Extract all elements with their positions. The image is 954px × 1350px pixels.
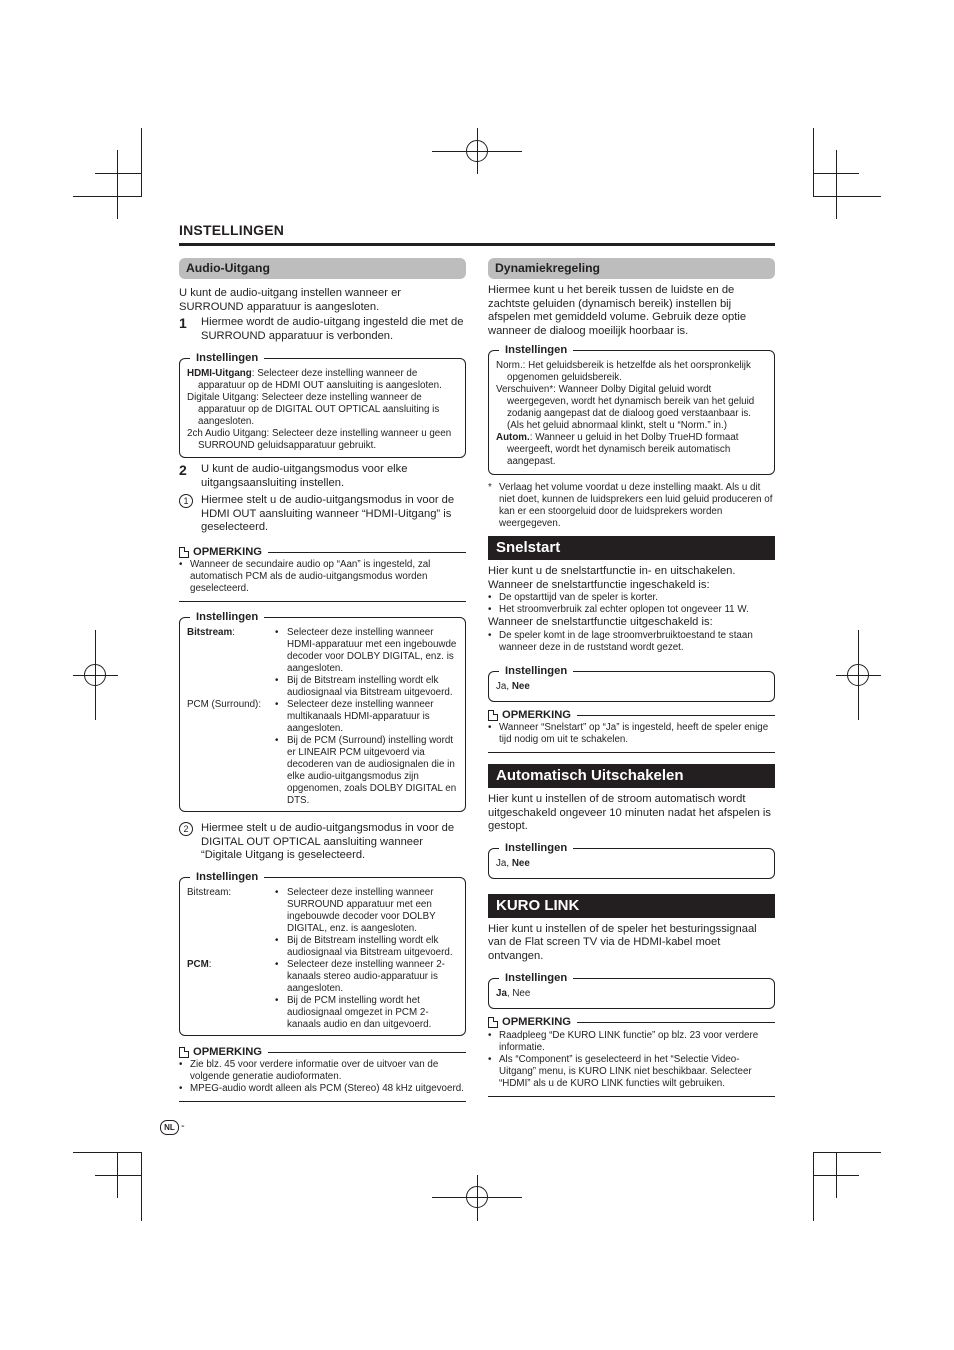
note-item: • MPEG-audio wordt alleen als PCM (Stereo) 48 kHz uitgevoerd.: [179, 1083, 464, 1094]
settings-box-auto-off: [488, 841, 775, 879]
substep-1: [179, 494, 466, 535]
note-item: • Als “Component” is geselecteerd in het “Selectie Video-Uitgang” menu, is KURO LINK niet beschikbaar. Selecteer “HDMI” als u de KURO LINK functies wilt gebruiken.: [488, 1053, 752, 1089]
settings-box-label: Instellingen: [499, 841, 573, 855]
step-text: U kunt de audio-uitgangsmodus voor elke uitgangsaansluiting instellen.: [201, 463, 408, 489]
language-badge: NL: [160, 1120, 179, 1135]
auto-off-heading: Automatisch Uitschakelen: [488, 764, 775, 788]
circled-number: 2: [179, 822, 193, 836]
circled-number: 1: [179, 494, 193, 508]
dynamic-range-footnote: * Verlaag het volume voordat u deze instelling maakt. Als u dit niet doet, kunnen de luidsprekers een luid geluid produceren of kan er een stoorgeluid door de luidsprekers worden weergegeven.: [488, 482, 773, 529]
note-item: • Zie blz. 45 voor verdere informatie over de uitvoer van de volgende generatie audioformaten.: [179, 1059, 439, 1082]
option-norm: Norm.: Het geluidsbereik is hetzelfde als het oorspronkelijk opgenomen geluidsbereik.: [496, 360, 751, 383]
option-auto: Autom.: Wanneer u geluid in het Dolby TrueHD formaat weergeeft, wordt het dynamisch bereik automatisch aangepast.: [496, 432, 739, 467]
auto-off-intro: Hier kunt u instellen of de stroom automatisch wordt uitgeschakeld ongeveer 10 minuten nadat het afspelen is gestopt.: [488, 793, 771, 832]
settings-box-kuro-link: [488, 972, 775, 1009]
note-icon: [179, 1047, 189, 1058]
option-desc: • Bij de PCM instelling wordt het audiosignaal omgezet in PCM 2-kanaals audio en dan uitgevoerd.: [275, 994, 432, 1030]
note-item: • Wanneer de secundaire audio op “Aan” is ingesteld, zal automatisch PCM als de audio-uitgangsmodus worden geselecteerd.: [179, 559, 431, 594]
option-hdmi-output: [187, 368, 458, 392]
option-term-bitstream: Bitstream:: [187, 886, 232, 898]
option-term-pcm: PCM:: [187, 958, 212, 970]
left-column: [179, 258, 466, 1102]
note-title: OPMERKING: [502, 1016, 571, 1028]
option-desc: • Bij de Bitstream instelling wordt elk audiosignaal via Bitstream uitgevoerd.: [275, 675, 453, 698]
settings-box-label: Instellingen: [190, 351, 264, 365]
note-icon: [488, 1017, 498, 1028]
dynamic-range-heading: Dynamiekregeling: [488, 258, 775, 279]
option-term-pcm-surround: PCM (Surround):: [187, 699, 262, 710]
settings-box-hdmi-mode: [179, 611, 466, 812]
note-1: [179, 546, 466, 603]
note-title: OPMERKING: [502, 708, 571, 721]
settings-box-label: Instellingen: [499, 664, 573, 678]
substep-2: [179, 822, 466, 863]
option-shift: Verschuiven*: Wanneer Dolby Digital geluid wordt weergegeven, wordt het dynamisch bereik van het geluid zodanig aangepast dat de dialoog goed verstaanbaar is. (Als het geluid abnormaal klinkt, stelt u “Norm.” in.): [496, 384, 755, 431]
option-desc: • Selecteer deze instelling wanneer HDMI-apparatuur met een ingebouwde decoder voor DOLBY DIGITAL, enz. is aangesloten.: [275, 627, 457, 674]
settings-box-label: Instellingen: [190, 610, 264, 624]
option-desc: • Bij de Bitstream instelling wordt elk audiosignaal via Bitstream uitgevoerd.: [275, 934, 453, 958]
note-2: [179, 1046, 466, 1103]
option-desc: • Bij de PCM (Surround) instelling wordt er LINEAIR PCM uitgevoerd via decoderen van de audiosignalen die in elke audio-uitgangsmodus zijn opgenomen, zoals DOLBY DIGITAL en DTS.: [275, 735, 457, 806]
header-rule: [179, 243, 775, 246]
note-title: OPMERKING: [193, 545, 262, 558]
option-term-bitstream: Bitstream:: [187, 627, 235, 638]
step-2: [179, 463, 466, 490]
settings-box-label: Instellingen: [499, 343, 573, 357]
options-value: Ja, Nee: [496, 857, 530, 869]
note-kuro-link: [488, 1016, 775, 1097]
list-item: • De opstarttijd van de speler is korter.: [488, 592, 659, 603]
settings-box-label: Instellingen: [190, 870, 264, 884]
step-number: 1: [179, 315, 187, 331]
note-icon: [488, 710, 498, 721]
note-item: • Raadpleeg “De KURO LINK functie” op blz. 23 voor verdere informatie.: [488, 1029, 759, 1053]
option-2ch-output: 2ch Audio Uitgang: Selecteer deze instelling wanneer u geen SURROUND geluidsapparatuur gebruikt.: [187, 428, 452, 451]
option-term: HDMI-Uitgang: [187, 368, 252, 379]
kuro-link-heading: KURO LINK: [488, 894, 775, 918]
settings-box-label: Instellingen: [499, 971, 573, 985]
audio-output-heading: Audio-Uitgang: [179, 258, 466, 279]
note-icon: [179, 547, 189, 558]
option-desc: • Selecteer deze instelling wanneer multikanaals HDMI-apparatuur is aangesloten.: [275, 699, 434, 734]
list-item: • Het stroomverbruik zal echter oplopen tot ongeveer 11 W.: [488, 604, 749, 615]
substep-text: Hiermee stelt u de audio-uitgangsmodus in voor de HDMI OUT aansluiting wanneer “HDMI-Uitgang” is geselecteerd.: [201, 494, 455, 533]
settings-box-digital-mode: [179, 870, 466, 1036]
right-column: [488, 258, 775, 1097]
step-1: [179, 316, 466, 343]
note-item: • Wanneer “Snelstart” op “Ja” is ingesteld, heeft de speler enige tijd nodig om uit te schakelen.: [488, 722, 769, 745]
option-desc: • Selecteer deze instelling wanneer 2-kanaals stereo audio-apparatuur is aangesloten.: [275, 958, 445, 994]
quickstart-heading: Snelstart: [488, 536, 775, 560]
settings-box-dynamic-range: [488, 344, 775, 475]
page-number: -: [181, 1120, 185, 1132]
kuro-link-intro: Hier kunt u instellen of de speler het besturingssignaal van de Flat screen TV via de HDMI-kabel moet ontvangen.: [488, 922, 757, 962]
step-number: 2: [179, 462, 187, 478]
settings-box-quickstart: [488, 664, 775, 702]
options-value: Ja, Nee: [496, 680, 530, 692]
option-digital-output: Digitale Uitgang: Selecteer deze instelling wanneer de apparatuur op de DIGITAL OUT OPTICAL aansluiting is aangesloten.: [187, 392, 440, 427]
audio-intro: U kunt de audio-uitgang instellen wanneer er SURROUND apparatuur is aangesloten.: [179, 287, 402, 313]
page-header-title: INSTELLINGEN: [179, 222, 285, 238]
note-title: OPMERKING: [193, 1045, 262, 1058]
settings-box-audio-output: [179, 352, 466, 458]
note-quickstart: [488, 709, 775, 754]
options-value: Ja, Nee: [496, 988, 531, 999]
option-desc: • Selecteer deze instelling wanneer SURROUND apparatuur met een ingebouwde decoder voor DOLBY DIGITAL, enz. is aangesloten.: [275, 886, 436, 934]
dynamic-range-intro: Hiermee kunt u het bereik tussen de luidste en de zachtste geluiden (dynamisch bereik) instellen bij afspelen met gemiddeld volume. Gebruik deze optie wanneer de dialoog moeilijk hoorbaar is.: [488, 284, 747, 337]
substep-text: Hiermee stelt u de audio-uitgangsmodus in voor de DIGITAL OUT OPTICAL aansluiting wanneer “Digitale Uitgang is geselecteerd.: [201, 822, 455, 861]
list-item: • De speler komt in de lage stroomverbruiktoestand te staan wanneer deze in de ruststand wordt gezet.: [488, 629, 753, 653]
quickstart-body: Hier kunt u de snelstartfunctie in- en uitschakelen. Wanneer de snelstartfunctie ingeschakeld is: • De opstarttijd van de speler is korter. • Het stroomverbruik zal echter oplopen tot ongeveer 11 W. Wanneer de snelstartfunctie uitgeschakeld is: • De speler komt in de lage stroomverbruiktoestand te staan wanneer deze in de ruststand wordt gezet.: [488, 565, 775, 654]
step-text: Hiermee wordt de audio-uitgang ingesteld die met de SURROUND apparatuur is verbonden.: [201, 316, 464, 342]
option-desc: : Selecteer deze instelling wanneer de apparatuur op de HDMI OUT aansluiting is aangesloten.: [198, 368, 442, 391]
